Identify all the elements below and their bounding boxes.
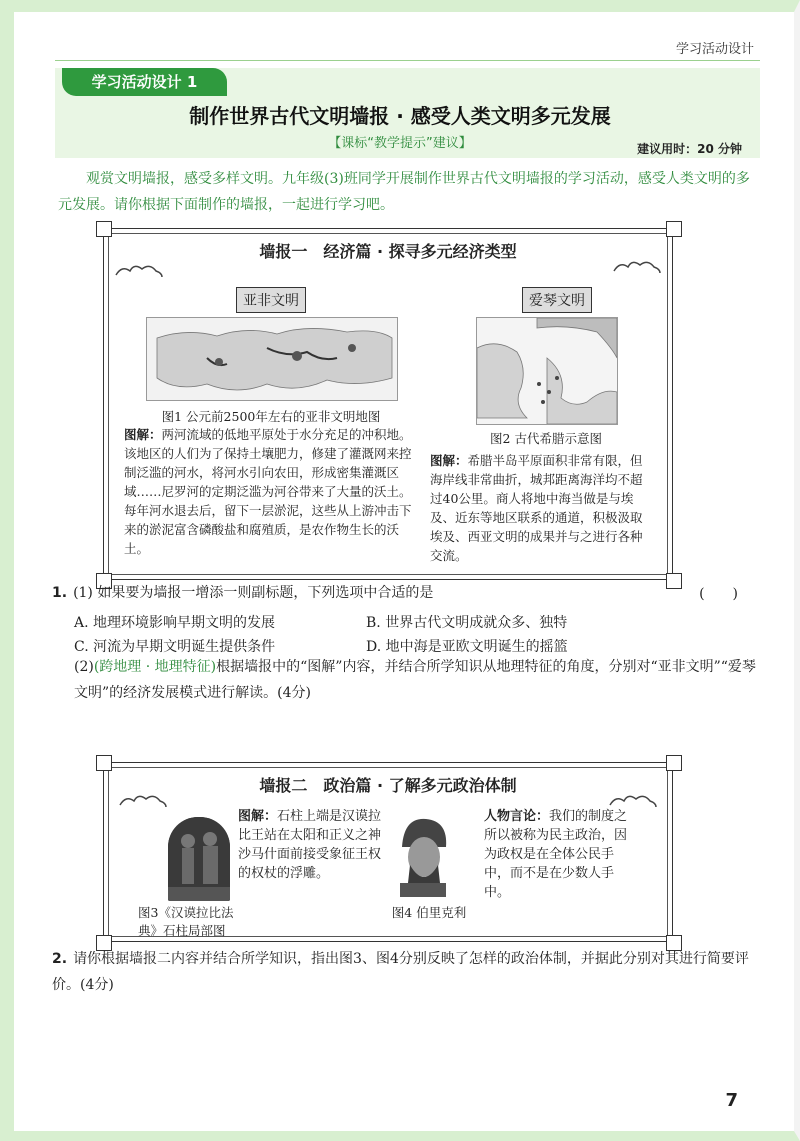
fig2-caption: 图2 古代希腊示意图 [490, 431, 602, 446]
option-b: B. 世界古代文明成就众多、独特 [366, 615, 568, 631]
fig1-caption: 图1 公元前2500年左右的亚非文明地图 [161, 409, 381, 424]
activity-tag: 学习活动设计 1 [62, 68, 227, 96]
header-rule [55, 60, 760, 61]
fig1-explanation [124, 425, 412, 558]
afro-asian-tag: 亚非文明 [236, 287, 306, 313]
sub-text: 根据墙报中的“图解”内容，并结合所学知识从地理特征的角度，分别对“亚非文明”“爱琴文明”的经济发展模式进行解读。(4分) [74, 659, 756, 701]
answer-paren: ( ) [699, 586, 738, 602]
board-corner [96, 755, 112, 771]
cross-subject-tag: (跨地理 · 地理特征) [93, 659, 217, 675]
board-1-title: 墙报一 经济篇 · 探寻多元经济类型 [259, 242, 517, 261]
question-number: 2. [52, 951, 68, 967]
note-label: 图解： [430, 453, 468, 468]
fig4-caption: 图4 伯里克利 [391, 905, 467, 920]
fig3-caption: 图3《汉谟拉比法典》石柱局部图 [138, 905, 234, 938]
aegean-tag: 爱琴文明 [522, 287, 592, 313]
cloud-ornament-icon [612, 257, 662, 277]
afro-asian-map [146, 317, 398, 401]
question-1-stem [52, 580, 760, 606]
cloud-ornament-icon [118, 791, 168, 811]
page-number: 7 [725, 1090, 738, 1111]
board-corner [666, 755, 682, 771]
cloud-ornament-icon [114, 261, 164, 281]
board-corner [96, 221, 112, 237]
question-number: 1. [52, 585, 68, 601]
question-text: 请你根据墙报二内容并结合所学知识，指出图3、图4分别反映了怎样的政治体制，并据此分别对其进行简要评价。(4分) [52, 951, 749, 993]
header-label: 学习活动设计 [675, 42, 754, 57]
fig2-explanation [430, 451, 652, 565]
option-d: D. 地中海是亚欧文明诞生的摇篮 [366, 639, 568, 655]
board-2-title: 墙报二 政治篇 · 了解多元政治体制 [259, 776, 517, 795]
question-2 [52, 946, 760, 998]
activity-title: 制作世界古代文明墙报 · 感受人类文明多元发展 [189, 104, 611, 128]
question-text: (1) 如果要为墙报一增添一则副标题，下列选项中合适的是 [73, 585, 434, 601]
fig4-explanation [484, 807, 634, 902]
note-label: 图解： [124, 427, 162, 442]
note-text: 石柱上端是汉谟拉比王站在太阳和正义之神沙马什面前接受象征王权的权杖的浮雕。 [238, 809, 382, 881]
note-label: 图解： [238, 809, 278, 824]
curriculum-hint: 【课标“教学提示”建议】 [328, 136, 472, 151]
board-corner [666, 221, 682, 237]
note-text: 两河流域的低地平原处于水分充足的冲积地。该地区的人们为了保持土壤肥力，修建了灌溉网来控制泛滥的河水，将河水引向农田，形成密集灌溉区域……尼罗河的定期泛滥为河谷带来了大量的沃土。每年河水退去后，留下一层淤泥，这些从上游冲击下来的淤泥富含磷酸盐和腐殖质，是农作物生长的沃土。 [124, 427, 412, 556]
note-label: 人物言论： [484, 809, 550, 824]
fig3-explanation [238, 807, 386, 883]
hammurabi-stele-image [168, 817, 230, 901]
note-text: 希腊半岛平原面积非常有限，但海岸线非常曲折，城邦距离海洋均不超过40公里。商人将地中海当做是与埃及、近东等地区联系的通道，积极汲取埃及、西亚文明的成果并与之进行各种交流。 [430, 453, 643, 563]
intro-paragraph: 观赏文明墙报，感受多样文明。九年级(3)班同学开展制作世界古代文明墙报的学习活动，感受人类文明的多元发展。请你根据下面制作的墙报，一起进行学习吧。 [58, 171, 750, 213]
suggested-time: 建议用时：20 分钟 [637, 142, 742, 156]
option-a: A. 地理环境影响早期文明的发展 [74, 615, 276, 631]
pericles-bust-image [390, 813, 454, 897]
ancient-greece-map [476, 317, 618, 425]
option-c: C. 河流为早期文明诞生提供条件 [74, 639, 276, 655]
wall-board-2 [103, 762, 673, 942]
note-text: 我们的制度之所以被称为民主政治，因为政权是在全体公民手中，而不是在少数人手中。 [484, 809, 628, 900]
sub-number: (2) [74, 659, 94, 675]
wall-board-1 [103, 228, 673, 580]
question-1-part-2 [74, 654, 760, 706]
